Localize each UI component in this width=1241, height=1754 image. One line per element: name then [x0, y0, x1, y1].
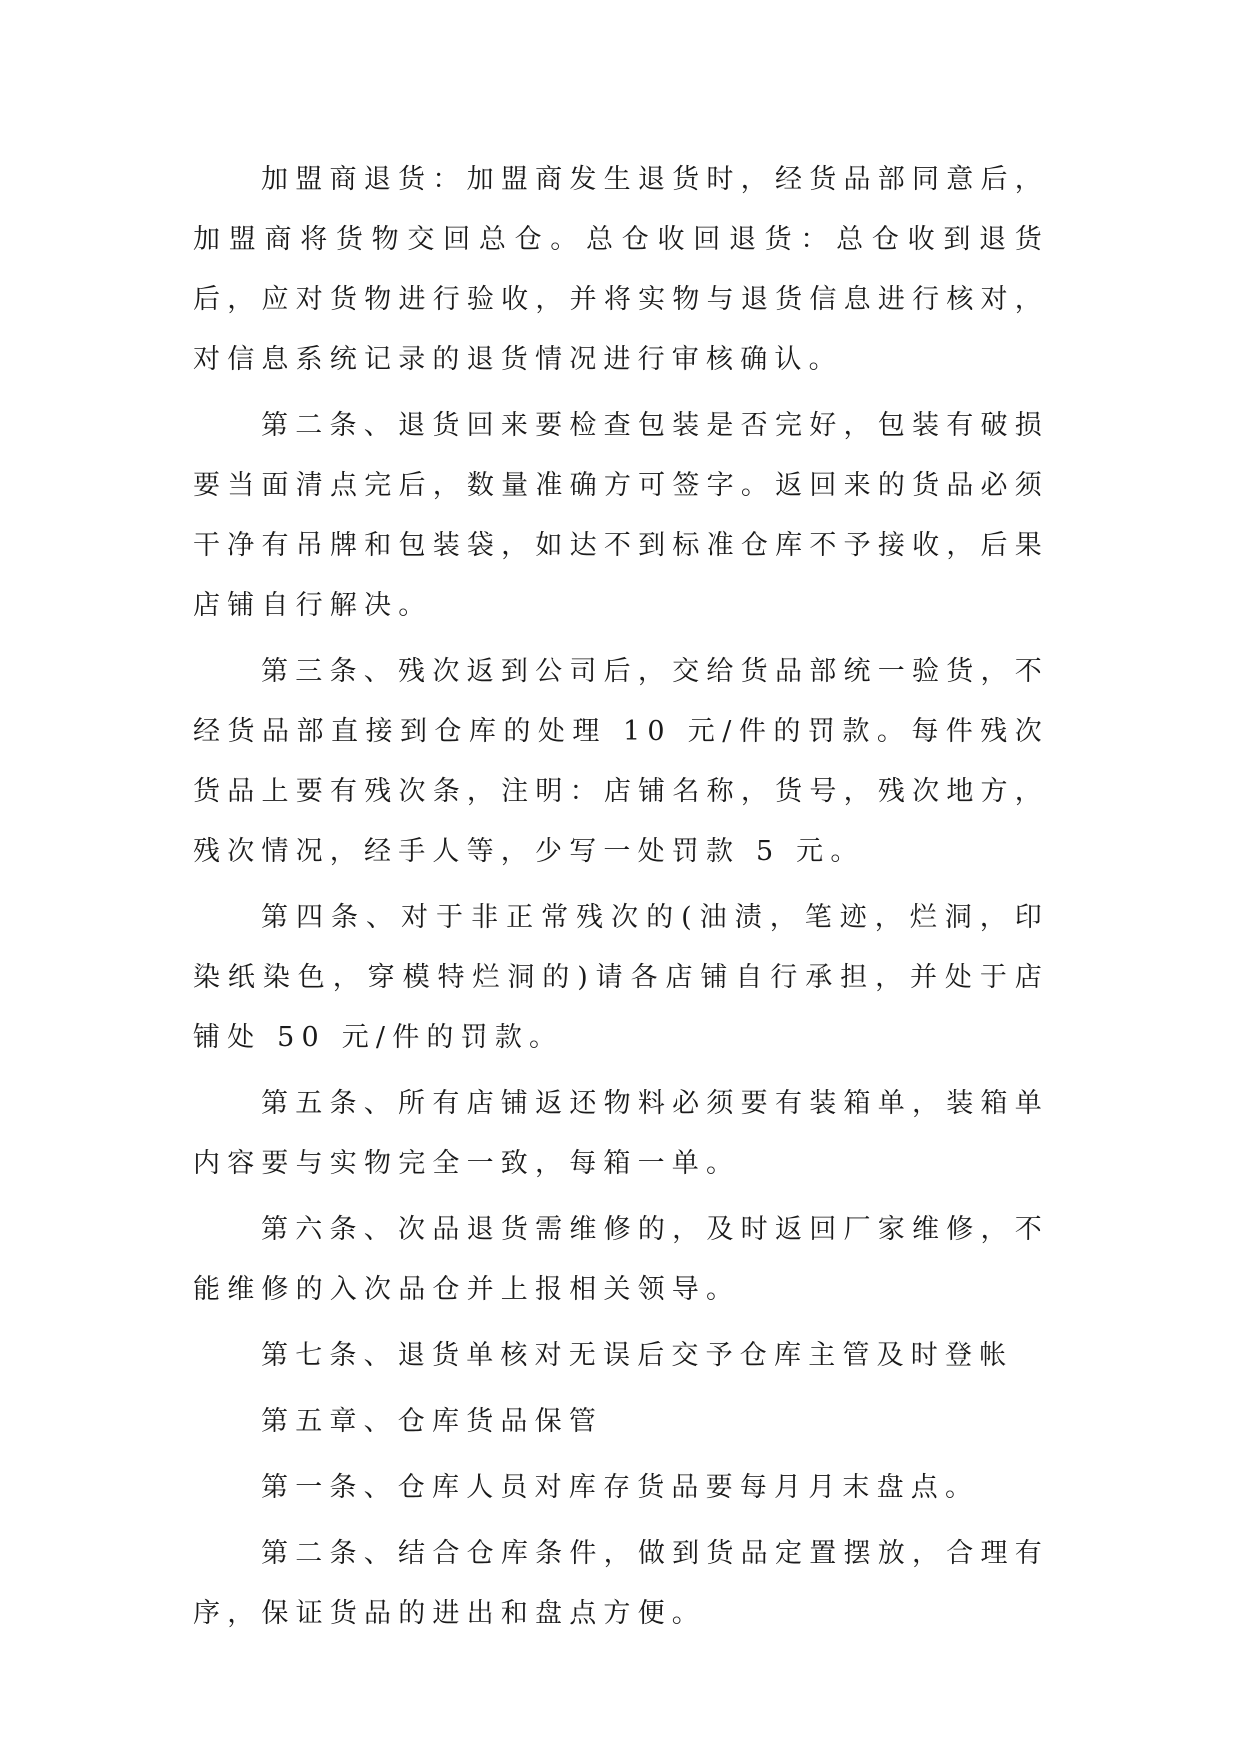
paragraph-returns-franchise: 加盟商退货：加盟商发生退货时，经货品部同意后，加盟商将货物交回总仓。总仓收回退货：总仓收到退货后，应对货物进行验收，并将实物与退货信息进行核对，对信息系统记录的退货情况进行审核确认。	[193, 164, 1049, 375]
paragraph-article-4-abnormal-defects: 第四条、对于非正常残次的(油渍，笔迹，烂洞，印染纸染色，穿模特烂洞的)请各店铺自行承担，并处于店铺处 50 元/件的罚款。	[193, 902, 1049, 1053]
paragraph-chapter-5-article-2: 第二条、结合仓库条件，做到货品定置摆放，合理有序，保证货品的进出和盘点方便。	[193, 1538, 1049, 1629]
chapter-5-heading: 第五章、仓库货品保管	[261, 1406, 603, 1437]
paragraph-article-3-defects: 第三条、残次返到公司后，交给货品部统一验货，不经货品部直接到仓库的处理 10 元/件的罚款。每件残次货品上要有残次条，注明：店铺名称，货号，残次地方，残次情况，经手人等，少写一处罚款 5 元。	[193, 656, 1049, 867]
paragraph-article-2-packaging: 第二条、退货回来要检查包装是否完好，包装有破损要当面清点完后，数量准确方可签字。返回来的货品必须干净有吊牌和包装袋，如达不到标准仓库不予接收，后果店铺自行解决。	[193, 410, 1049, 621]
document-body	[193, 150, 1049, 1650]
paragraph-chapter-5-article-1: 第一条、仓库人员对库存货品要每月月末盘点。	[261, 1472, 980, 1503]
paragraph-article-6-repair: 第六条、次品退货需维修的，及时返回厂家维修，不能维修的入次品仓并上报相关领导。	[193, 1214, 1049, 1305]
paragraph-article-7-registration: 第七条、退货单核对无误后交予仓库主管及时登帐	[261, 1340, 1014, 1371]
paragraph-article-5-packing-list: 第五条、所有店铺返还物料必须要有装箱单，装箱单内容要与实物完全一致，每箱一单。	[193, 1088, 1049, 1179]
